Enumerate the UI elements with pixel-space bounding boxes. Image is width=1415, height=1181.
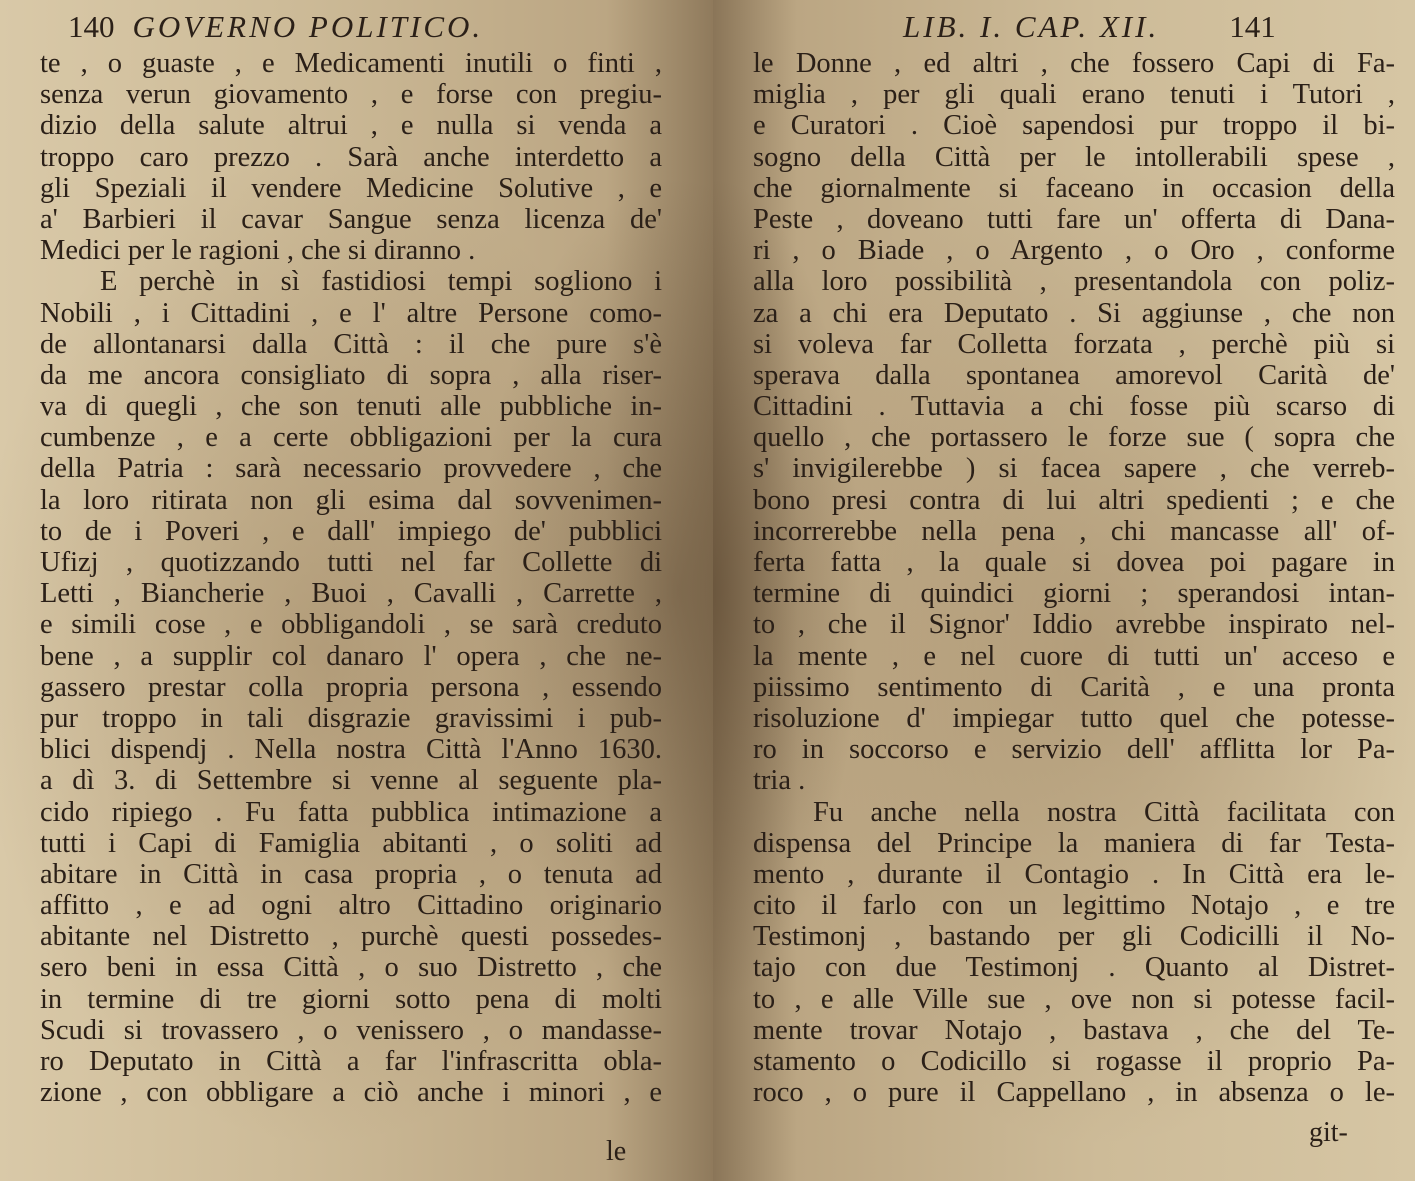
text-line: cumbenze , e a certe obbligazioni per la cura [40, 422, 662, 454]
left-page-body [40, 48, 662, 1108]
text-line: piissimo sentimento di Carità , e una pronta [753, 671, 1395, 703]
text-line: cido ripiego . Fu fatta pubblica intimazione a [40, 796, 662, 828]
right-running-title: LIB. I. CAP. XII. [903, 9, 1160, 44]
text-line: la mente , e nel cuore di tutti un' acceso e [753, 640, 1395, 672]
text-line: to de i Poveri , e dall' impiego de' pubblici [40, 515, 662, 547]
text-line: te , o guaste , e Medicamenti inutili o finti , [40, 48, 662, 79]
text-line: Testimonj , bastando per gli Codicilli il No- [753, 921, 1395, 953]
text-line: abitare in Città in casa propria , o tenuta ad [40, 858, 662, 890]
right-catchword: git- [1309, 1117, 1348, 1148]
text-line: sperava dalla spontanea amorevol Carità de' [753, 359, 1395, 391]
text-line: E perchè in sì fastidiosi tempi sogliono i [100, 266, 662, 298]
text-line: to , che il Signor' Iddio avrebbe inspirato nel- [753, 609, 1395, 641]
text-line: za a chi era Deputato . Si aggiunse , che non [753, 297, 1395, 329]
text-line: miglia , per gli quali erano tenuti i Tutori , [753, 79, 1395, 111]
text-line: senza verun giovamento , e forse con pregiu- [40, 79, 662, 111]
text-line: Letti , Biancherie , Buoi , Cavalli , Carrette , [40, 578, 662, 610]
text-line: che giornalmente si faceano in occasion della [753, 172, 1395, 204]
text-line: Peste , doveano tutti fare un' offerta di Dana- [753, 203, 1395, 235]
text-line: tajo con due Testimonj . Quanto al Distret- [753, 952, 1395, 984]
text-line: e simili cose , e obbligandoli , se sarà creduto [40, 609, 662, 641]
left-page-number: 140 [68, 9, 115, 44]
text-line: mente trovar Notajo , bastava , che del Te- [753, 1014, 1395, 1046]
text-line: gassero prestar colla propria persona , essendo [40, 671, 662, 703]
text-line: e Curatori . Cioè sapendosi pur troppo il bi- [753, 110, 1395, 142]
text-line: va di quegli , che son tenuti alle pubbliche in- [40, 391, 662, 423]
text-line: Ufizj , quotizzando tutti nel far Collette di [40, 547, 662, 578]
text-line: incorrerebbe nella pena , chi mancasse all' of- [753, 515, 1395, 547]
text-line: roco , o pure il Cappellano , in absenza o le- [753, 1077, 1395, 1109]
text-line: ro in soccorso e servizio dell' afflitta lor Pa- [753, 734, 1395, 766]
text-line: si voleva far Colletta forzata , perchè più si [753, 328, 1395, 360]
text-line: bene , a supplir col danaro l' opera , che ne- [40, 640, 662, 672]
text-line: le Donne , ed altri , che fossero Capi di Fa- [753, 48, 1395, 79]
text-line: Fu anche nella nostra Città facilitata con [813, 796, 1395, 828]
text-line: Medici per le ragioni , che si diranno . [40, 235, 476, 267]
text-line: blici dispendj . Nella nostra Città l'Anno 1630. [40, 734, 662, 766]
text-line: della Patria : sarà necessario provvedere , che [40, 453, 662, 485]
text-line: Scudi si trovassero , o venissero , o mandasse- [40, 1014, 662, 1046]
text-line: cito il farlo con un legittimo Notajo , e tre [753, 890, 1395, 922]
text-line: de allontanarsi dalla Città : il che pure s'è [40, 328, 662, 360]
text-line: la loro ritirata non gli esima dal sovvenimen- [40, 484, 662, 516]
text-line: ferta fatta , la quale si dovea poi pagare in [753, 547, 1395, 578]
text-line: stamento o Codicillo si rogasse il proprio Pa- [753, 1046, 1395, 1077]
text-line: abitante nel Distretto , purchè questi possedes- [40, 921, 662, 953]
left-running-head [68, 4, 483, 50]
text-line: Cittadini . Tuttavia a chi fosse più scarso di [753, 391, 1395, 423]
text-line: a dì 3. di Settembre si venne al seguente pla- [40, 765, 662, 797]
text-line: ro Deputato in Città a far l'infrascritta obla- [40, 1046, 662, 1077]
right-page-number: 141 [1229, 9, 1276, 44]
text-line: tutti i Capi di Famiglia abitanti , o soliti ad [40, 827, 662, 859]
text-line: s' invigilerebbe ) si facea sapere , che verreb- [753, 453, 1395, 485]
text-line: sogno della Città per le intollerabili spese , [753, 141, 1395, 173]
text-line: affitto , e ad ogni altro Cittadino originario [40, 890, 662, 922]
text-line: da me ancora consigliato di sopra , alla riser- [40, 359, 662, 391]
left-running-title: GOVERNO POLITICO. [132, 9, 484, 44]
text-line: to , e alle Ville sue , ove non si potesse facil- [753, 983, 1395, 1015]
text-line: dispensa del Principe la maniera di far Testa- [753, 827, 1395, 859]
text-line: gli Speziali il vendere Medicine Solutive , e [40, 172, 662, 204]
text-line: in termine di tre giorni sotto pena di molti [40, 983, 662, 1015]
text-line: dizio della salute altrui , e nulla si venda a [40, 110, 662, 142]
right-page-body [753, 48, 1395, 1108]
text-line: alla loro possibilità , presentandola con poliz- [753, 266, 1395, 298]
text-line: bono presi contra di lui altri spedienti ; e che [753, 484, 1395, 516]
text-line: Nobili , i Cittadini , e l' altre Persone como- [40, 297, 662, 329]
text-line: mento , durante il Contagio . In Città era le- [753, 858, 1395, 890]
text-line: quello , che portassero le forze sue ( sopra che [753, 422, 1395, 454]
right-running-head [903, 4, 1276, 50]
text-line: risoluzione d' impiegar tutto quel che potesse- [753, 702, 1395, 734]
text-line: pur troppo in tali disgrazie gravissimi i pub- [40, 702, 662, 734]
text-line: tria . [753, 765, 806, 797]
text-line: sero beni in essa Città , o suo Distretto , che [40, 952, 662, 984]
text-line: ri , o Biade , o Argento , o Oro , conforme [753, 235, 1395, 267]
text-line: zione , con obbligare a ciò anche i minori , e [40, 1077, 662, 1109]
right-page [713, 0, 1415, 1181]
text-line: termine di quindici giorni ; sperandosi intan- [753, 578, 1395, 610]
text-line: troppo caro prezzo . Sarà anche interdetto a [40, 141, 662, 173]
left-catchword: le [606, 1136, 627, 1167]
text-line: a' Barbieri il cavar Sangue senza licenza de' [40, 203, 662, 235]
